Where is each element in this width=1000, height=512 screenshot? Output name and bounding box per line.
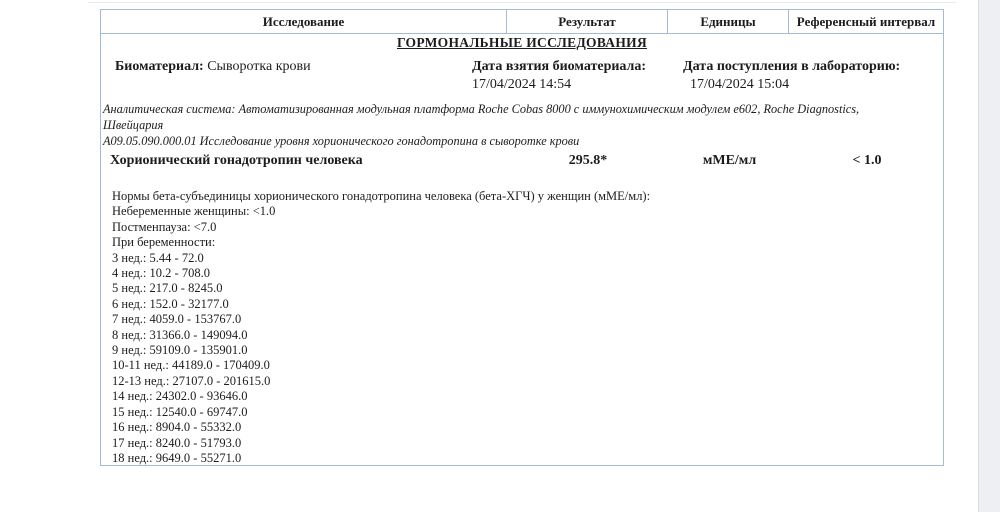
- results-table-header: [101, 10, 943, 34]
- norms-line: 12-13 нед.: 27107.0 - 201615.0: [112, 373, 271, 388]
- norms-line: 15 нед.: 12540.0 - 69747.0: [112, 404, 248, 419]
- norms-line: 8 нед.: 31366.0 - 149094.0: [112, 327, 248, 342]
- received-date-label: Дата поступления в лабораторию:: [683, 59, 901, 74]
- norms-line: 6 нед.: 152.0 - 32177.0: [112, 296, 229, 311]
- norms-line: 4 нед.: 10.2 - 708.0: [112, 266, 210, 281]
- biomaterial-line: [115, 59, 311, 75]
- norms-line: Небеременные женщины: <1.0: [112, 204, 276, 219]
- norms-line: 17 нед.: 8240.0 - 51793.0: [112, 435, 242, 450]
- norms-line: 9 нед.: 59109.0 - 135901.0: [112, 343, 248, 358]
- page-top-divider: [88, 2, 956, 3]
- column-header-result: Результат: [507, 10, 668, 33]
- norms-line: 10-11 нед.: 44189.0 - 170409.0: [112, 358, 270, 373]
- result-row-value: 295.8*: [568, 153, 608, 168]
- column-header-units: Единицы: [668, 10, 789, 33]
- section-title: ГОРМОНАЛЬНЫЕ ИССЛЕДОВАНИЯ: [396, 35, 648, 50]
- collection-date-value: 17/04/2024 14:54: [472, 77, 572, 92]
- result-row-units: мМЕ/мл: [702, 153, 757, 168]
- norms-line: 18 нед.: 9649.0 - 55271.0: [112, 450, 242, 465]
- norms-line: 7 нед.: 4059.0 - 153767.0: [112, 312, 242, 327]
- received-date-value: 17/04/2024 15:04: [690, 77, 790, 92]
- column-header-reference: Референсный интервал: [796, 13, 936, 29]
- norms-line: 14 нед.: 24302.0 - 93646.0: [112, 389, 248, 404]
- result-row-reference: < 1.0: [852, 153, 882, 168]
- analytical-system-line2: Швейцария: [103, 118, 164, 132]
- norms-block: [112, 189, 650, 466]
- biomaterial-label: Биоматериал:: [115, 59, 204, 74]
- analytical-system-line1: Аналитическая система: Автоматизированная модульная платформа Roche Cobas 8000 с иммунохимическим модулем e602, Roche Diagnostics,: [103, 102, 860, 116]
- norms-line: 16 нед.: 8904.0 - 55332.0: [112, 420, 242, 435]
- norms-line: 5 нед.: 217.0 - 8245.0: [112, 281, 223, 296]
- page-right-edge: [978, 0, 1000, 512]
- norms-line: При беременности:: [112, 235, 216, 250]
- result-row-test-name: Хорионический гонадотропин человека: [110, 153, 363, 168]
- collection-date-label: Дата взятия биоматериала:: [472, 59, 647, 74]
- norms-line: 3 нед.: 5.44 - 72.0: [112, 250, 204, 265]
- biomaterial-value: Сыворотка крови: [203, 59, 311, 74]
- test-code-line: A09.05.090.000.01 Исследование уровня хорионического гонадотропина в сыворотке крови: [103, 134, 580, 148]
- norms-intro: Нормы бета-субъединицы хорионического гонадотропина человека (бета-ХГЧ) у женщин (мМЕ/мл):: [112, 189, 651, 203]
- column-header-study: Исследование: [101, 10, 507, 33]
- norms-line: Постменпауза: <7.0: [112, 219, 217, 234]
